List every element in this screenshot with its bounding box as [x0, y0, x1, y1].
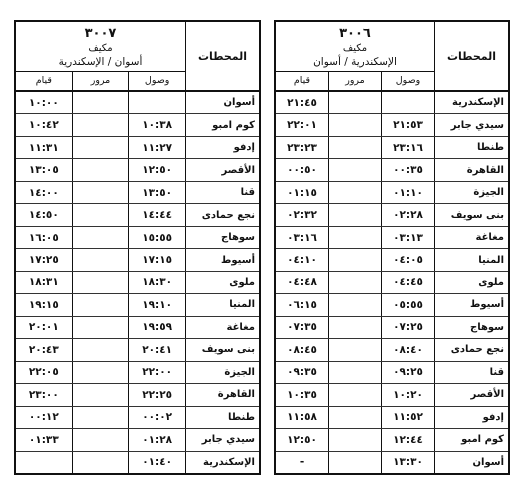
arrival-time: ١٠:٣٨: [128, 114, 185, 135]
arrival-time: ٠٢:٢٨: [381, 204, 434, 225]
table-row: [16, 339, 259, 361]
table-row: [16, 204, 259, 226]
arrival-time: ٠٩:٢٥: [381, 362, 434, 383]
train-route: الإسكندرية / أسوان: [313, 55, 397, 68]
train-class: مكيف: [342, 42, 368, 54]
pass-time: [72, 339, 129, 360]
station-name: ملوى: [185, 272, 259, 293]
departure-time: ٠٩:٣٥: [287, 366, 317, 379]
departure-time: ١٧:٢٥: [28, 254, 59, 267]
train-number: ٣٠٠٧: [84, 25, 117, 41]
table-row: [276, 92, 508, 114]
station-name: إدفو: [434, 407, 508, 428]
arrival-time: [128, 92, 185, 113]
arrival-time: ١٨:٣٠: [128, 272, 185, 293]
pass-time: [72, 227, 129, 248]
departure-time: ٢٠:٤٣: [28, 343, 59, 356]
station-name: مغاغة: [185, 317, 259, 338]
departure-time: ٠٤:٤٨: [287, 276, 317, 289]
departure-time: ١١:٣١: [28, 141, 59, 154]
departure-time: ٠١:٣٣: [28, 433, 59, 446]
pass-time: [328, 227, 381, 248]
departure-time: ١٤:٥٠: [28, 209, 59, 222]
departure-time: ١٠:٣٥: [287, 388, 317, 401]
pass-time: [72, 362, 129, 383]
table-row: [16, 137, 259, 159]
arrival-time: ٢٣:١٦: [381, 137, 434, 158]
departure-time: [16, 452, 72, 473]
col-arrival-header: وصول: [381, 72, 434, 90]
table-row: [16, 182, 259, 204]
station-name: بنى سويف: [185, 339, 259, 360]
departure-time: ٢٢:٠١: [287, 119, 317, 132]
station-name: طنطا: [434, 137, 508, 158]
col-depart-header: قيام: [35, 75, 52, 86]
departure-time: ٠٦:١٥: [287, 298, 317, 311]
station-name: قنا: [185, 182, 259, 203]
pass-time: [328, 407, 381, 428]
col-pass-header: مرور: [72, 72, 129, 90]
table-row: [276, 339, 508, 361]
pass-time: [328, 362, 381, 383]
pass-time: [72, 429, 129, 450]
station-name: الإسكندرية: [185, 452, 259, 473]
pass-time: [72, 384, 129, 405]
table-row: [276, 272, 508, 294]
station-name: طنطا: [185, 407, 259, 428]
table-row: [16, 452, 259, 473]
arrival-time: ٠٤:٠٥: [381, 249, 434, 270]
table-row: [276, 407, 508, 429]
station-name: أسوان: [434, 452, 508, 473]
arrival-time: ٠٨:٤٠: [381, 339, 434, 360]
station-name: الأقصر: [434, 384, 508, 405]
table-row: [16, 317, 259, 339]
table-row: [16, 384, 259, 406]
station-name: المنيا: [434, 249, 508, 270]
table-row: [276, 317, 508, 339]
arrival-time: ٠٠:٠٢: [128, 407, 185, 428]
station-name: مغاغة: [434, 227, 508, 248]
departure-time: ٢٣:٠٠: [28, 388, 59, 401]
timetable-train-3007: [14, 20, 261, 475]
arrival-time: ١١:٢٧: [128, 137, 185, 158]
station-name: الأقصر: [185, 159, 259, 180]
departure-time: ٢٢:٠٥: [28, 366, 59, 379]
arrival-time: ٢٢:٠٠: [128, 362, 185, 383]
departure-time: ٠٣:١٦: [287, 231, 317, 244]
departure-time: -: [299, 456, 305, 469]
arrival-time: ٠٤:٤٥: [381, 272, 434, 293]
departure-time: ١٩:١٥: [28, 298, 59, 311]
departure-time: ٢٣:٢٣: [287, 141, 317, 154]
table-row: [16, 159, 259, 181]
pass-time: [328, 182, 381, 203]
arrival-time: ٢٢:٢٥: [128, 384, 185, 405]
pass-time: [328, 204, 381, 225]
station-name: أسوان: [185, 92, 259, 113]
table-row: [276, 159, 508, 181]
table-row: [276, 384, 508, 406]
station-name: المنيا: [185, 294, 259, 315]
departure-time: ٠٠:٥٠: [287, 164, 317, 177]
table-row: [276, 452, 508, 473]
departure-time: ٠٠:١٢: [28, 411, 59, 424]
departure-time: ١١:٥٨: [287, 411, 317, 424]
table-row: [276, 294, 508, 316]
station-name: القاهرة: [434, 159, 508, 180]
station-name: بنى سويف: [434, 204, 508, 225]
departure-time: ١٨:٣١: [28, 276, 59, 289]
arrival-time: ١٤:٤٤: [128, 204, 185, 225]
arrival-time: ١١:٥٢: [381, 407, 434, 428]
arrival-time: ١٢:٥٠: [128, 159, 185, 180]
arrival-time: ١٢:٤٤: [381, 429, 434, 450]
train-route: أسوان / الإسكندرية: [58, 55, 143, 68]
arrival-time: ٠٥:٥٥: [381, 294, 434, 315]
station-name: كوم امبو: [185, 114, 259, 135]
table-row: [16, 272, 259, 294]
pass-time: [72, 114, 129, 135]
table-row: [16, 362, 259, 384]
departure-time: ٠٧:٣٥: [287, 321, 317, 334]
pass-time: [328, 249, 381, 270]
pass-time: [328, 339, 381, 360]
table-row: [276, 204, 508, 226]
table-header: [16, 22, 259, 92]
departure-time: ٠٤:١٠: [287, 254, 317, 267]
pass-time: [328, 272, 381, 293]
pass-time: [328, 114, 381, 135]
table-row: [16, 249, 259, 271]
pass-time: [72, 249, 129, 270]
arrival-time: ١٧:١٥: [128, 249, 185, 270]
departure-time: ٢١:٤٥: [287, 96, 317, 109]
departure-time: ١٢:٥٠: [287, 433, 317, 446]
station-name: أسيوط: [434, 294, 508, 315]
pass-time: [328, 294, 381, 315]
table-row: [16, 92, 259, 114]
arrival-time: ٠٣:١٣: [381, 227, 434, 248]
col-pass-header: مرور: [328, 72, 381, 90]
departure-time: ١٤:٠٠: [28, 186, 59, 199]
table-row: [276, 182, 508, 204]
station-name: سيدي جابر: [434, 114, 508, 135]
table-row: [16, 407, 259, 429]
pass-time: [72, 452, 129, 473]
pass-time: [72, 294, 129, 315]
arrival-time: [381, 92, 434, 113]
train-number: ٣٠٠٦: [339, 25, 371, 41]
train-class: مكيف: [88, 42, 113, 54]
pass-time: [328, 384, 381, 405]
station-name: كوم امبو: [434, 429, 508, 450]
departure-time: ٠١:١٥: [287, 186, 317, 199]
departure-time: ٢٠:٠١: [28, 321, 59, 334]
table-row: [276, 227, 508, 249]
station-name: سيدي جابر: [185, 429, 259, 450]
table-body: [276, 92, 508, 473]
departure-time: ١٣:٠٥: [28, 164, 59, 177]
pass-time: [72, 272, 129, 293]
pass-time: [72, 317, 129, 338]
pass-time: [72, 407, 129, 428]
table-row: [276, 249, 508, 271]
arrival-time: ٠٠:٣٥: [381, 159, 434, 180]
table-row: [276, 137, 508, 159]
arrival-time: ٠١:٢٨: [128, 429, 185, 450]
station-name: سوهاج: [434, 317, 508, 338]
station-name: نجع حمادى: [185, 204, 259, 225]
station-name: ملوى: [434, 272, 508, 293]
pass-time: [72, 159, 129, 180]
arrival-time: ٢٠:٤١: [128, 339, 185, 360]
arrival-time: ١٩:١٠: [128, 294, 185, 315]
pass-time: [328, 429, 381, 450]
station-name: نجع حمادى: [434, 339, 508, 360]
table-row: [16, 114, 259, 136]
pass-time: [72, 92, 129, 113]
table-header: [276, 22, 508, 92]
pass-time: [328, 452, 381, 473]
arrival-time: ١٣:٣٠: [381, 452, 434, 473]
stations-header: المحطات: [434, 22, 508, 90]
departure-time: ٠٢:٣٢: [287, 209, 317, 222]
arrival-time: ٢١:٥٣: [381, 114, 434, 135]
col-depart-header: قيام: [293, 75, 311, 86]
arrival-time: ١٥:٥٥: [128, 227, 185, 248]
arrival-time: ١٩:٥٩: [128, 317, 185, 338]
pass-time: [328, 137, 381, 158]
arrival-time: ٠٧:٢٥: [381, 317, 434, 338]
table-body: [16, 92, 259, 473]
station-name: قنا: [434, 362, 508, 383]
pass-time: [328, 317, 381, 338]
station-name: إدفو: [185, 137, 259, 158]
station-name: الجيزة: [185, 362, 259, 383]
arrival-time: ١٣:٥٠: [128, 182, 185, 203]
table-row: [276, 362, 508, 384]
table-row: [16, 227, 259, 249]
arrival-time: ٠١:١٠: [381, 182, 434, 203]
col-arrival-header: وصول: [128, 72, 185, 90]
departure-time: ١٠:٠٠: [28, 96, 59, 109]
station-name: الجيزة: [434, 182, 508, 203]
station-name: الإسكندرية: [434, 92, 508, 113]
stations-header: المحطات: [185, 22, 259, 90]
departure-time: ١٦:٠٥: [28, 231, 59, 244]
table-row: [16, 429, 259, 451]
timetable-train-3006: [274, 20, 510, 475]
station-name: أسيوط: [185, 249, 259, 270]
arrival-time: ٠١:٤٠: [128, 452, 185, 473]
departure-time: ٠٨:٤٥: [287, 343, 317, 356]
station-name: سوهاج: [185, 227, 259, 248]
pass-time: [328, 159, 381, 180]
arrival-time: ١٠:٢٠: [381, 384, 434, 405]
pass-time: [72, 182, 129, 203]
station-name: القاهرة: [185, 384, 259, 405]
pass-time: [328, 92, 381, 113]
departure-time: ١٠:٤٢: [28, 119, 59, 132]
table-row: [276, 429, 508, 451]
table-row: [16, 294, 259, 316]
pass-time: [72, 137, 129, 158]
table-row: [276, 114, 508, 136]
pass-time: [72, 204, 129, 225]
